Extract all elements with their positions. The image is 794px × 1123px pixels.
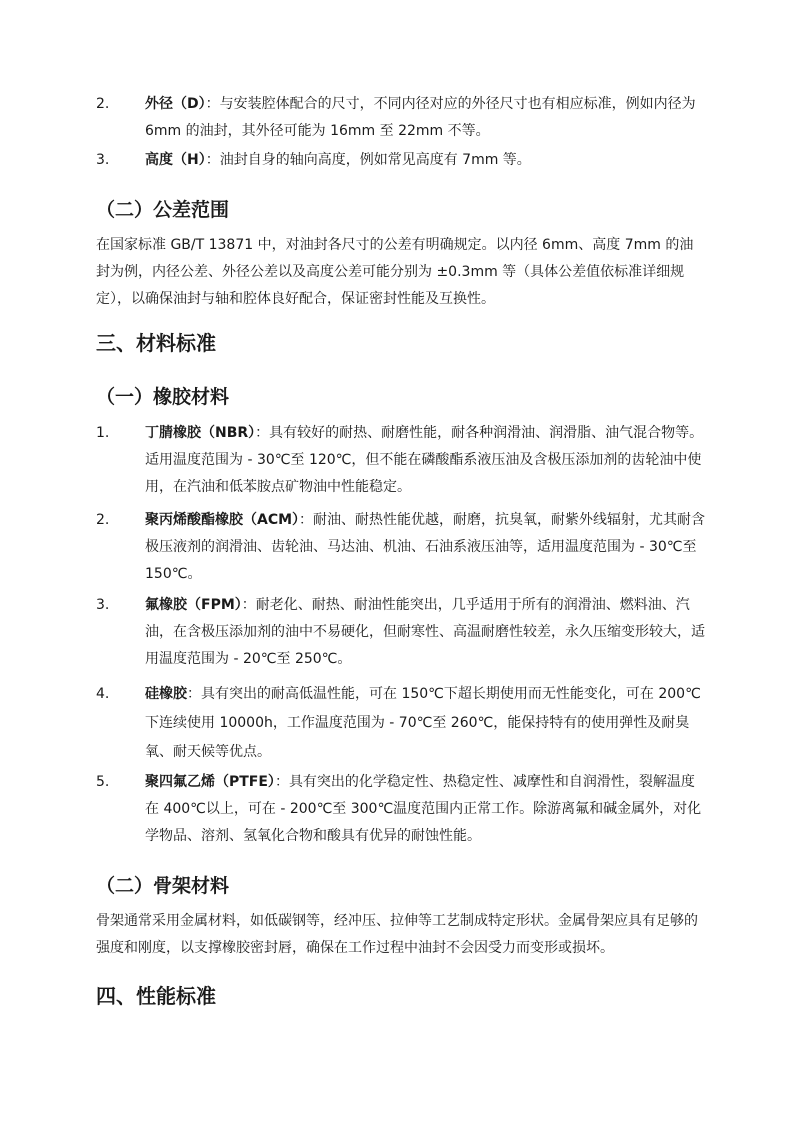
heading-tolerance: （二）公差范围 [96,199,230,221]
list-item-separator: ： [205,96,220,112]
paragraph-tolerance: 在国家标准 GB/T 13871 中，对油封各尺寸的公差有明确规定。以内径 6mm、高度 7mm 的油封为例，内径公差、外径公差以及高度公差可能分别为 ±0.3mm 等（具体公差值依标准详细规定），以确保油封与轴和腔体良好配合，保证密封性能及互换性。 [96,237,694,307]
heading-skeleton-materials: （二）骨架材料 [96,875,230,897]
list-item-fpm [96,592,706,673]
list-item-separator: ： [241,597,256,613]
list-item-body [145,592,706,673]
list-number: 3. [96,597,110,613]
list-number: 4. [96,686,110,702]
list-item-term: 氟橡胶（FPM） [145,597,242,613]
list-item-body [145,680,706,767]
list-item-height [96,147,706,174]
list-item-term: 硅橡胶 [145,686,187,702]
list-item-separator: ： [205,152,220,168]
list-item-body [145,420,706,501]
list-item-term: 聚四氟乙烯（PTFE） [145,774,275,790]
list-item-term: 外径（D） [145,96,206,112]
list-item-acm [96,507,706,588]
list-item-silicone [96,680,706,767]
heading-section-performance: 四、性能标准 [96,984,216,1008]
list-item-text: 油封自身的轴向高度，例如常见高度有 7mm 等。 [219,152,531,168]
list-item-term: 高度（H） [145,152,206,168]
list-item-term: 聚丙烯酸酯橡胶（ACM） [145,512,300,528]
list-item-text: 具有突出的化学稳定性、热稳定性、减摩性和自润滑性，裂解温度在 400℃以上，可在 - 200℃至 300℃温度范围内正常工作。除游离氟和碱金属外，对化学物品、溶剂、氢氧化合物和酸具有优异的耐蚀性能。 [145,774,702,844]
list-item-separator: ： [299,512,314,528]
list-item-separator: ： [187,686,201,702]
list-item-text: 与安装腔体配合的尺寸，不同内径对应的外径尺寸也有相应标准，例如内径为 6mm 的油封，其外径可能为 16mm 至 22mm 不等。 [145,96,696,139]
list-number: 5. [96,774,110,790]
list-item-text: 具有较好的耐热、耐磨性能，耐各种润滑油、润滑脂、油气混合物等。适用温度范围为 - 30℃至 120℃，但不能在磷酸酯系液压油及含极压添加剂的齿轮油中使用，在汽油和低苯胺点矿物油中性能稳定。 [145,425,704,495]
list-item-separator: ： [255,425,270,441]
list-item-body [145,147,706,174]
heading-rubber-materials: （一）橡胶材料 [96,386,230,408]
list-item-body [145,507,706,588]
list-item-ptfe [96,769,706,850]
list-item-text: 耐油、耐热性能优越，耐磨，抗臭氧，耐紫外线辐射，尤其耐含极压液剂的润滑油、齿轮油、马达油、机油、石油系液压油等，适用温度范围为 - 30℃至 150℃。 [145,512,706,582]
list-item-body [145,91,706,145]
list-item-nbr [96,420,706,501]
list-item-separator: ： [274,774,289,790]
list-item-term: 丁腈橡胶（NBR） [145,425,256,441]
heading-section-materials: 三、材料标准 [96,331,216,355]
list-number: 3. [96,152,110,168]
list-number: 1. [96,425,110,441]
list-item-text: 耐老化、耐热、耐油性能突出，几乎适用于所有的润滑油、燃料油、汽油，在含极压添加剂的油中不易硬化，但耐寒性、高温耐磨性较差，永久压缩变形较大，适用温度范围为 - 20℃至 250℃。 [145,597,705,667]
list-number: 2. [96,96,110,112]
paragraph-skeleton: 骨架通常采用金属材料，如低碳钢等，经冲压、拉伸等工艺制成特定形状。金属骨架应具有足够的强度和刚度，以支撑橡胶密封唇，确保在工作过程中油封不会因受力而变形或损坏。 [96,913,698,956]
list-item-text: 具有突出的耐高低温性能，可在 150℃下超长期使用而无性能变化，可在 200℃下连续使用 10000h，工作温度范围为 - 70℃至 260℃，能保持特有的使用弹性及耐臭氧、耐天候等优点。 [145,686,701,760]
list-number: 2. [96,512,110,528]
list-item-outer-diameter [96,91,706,145]
list-item-body [145,769,706,850]
